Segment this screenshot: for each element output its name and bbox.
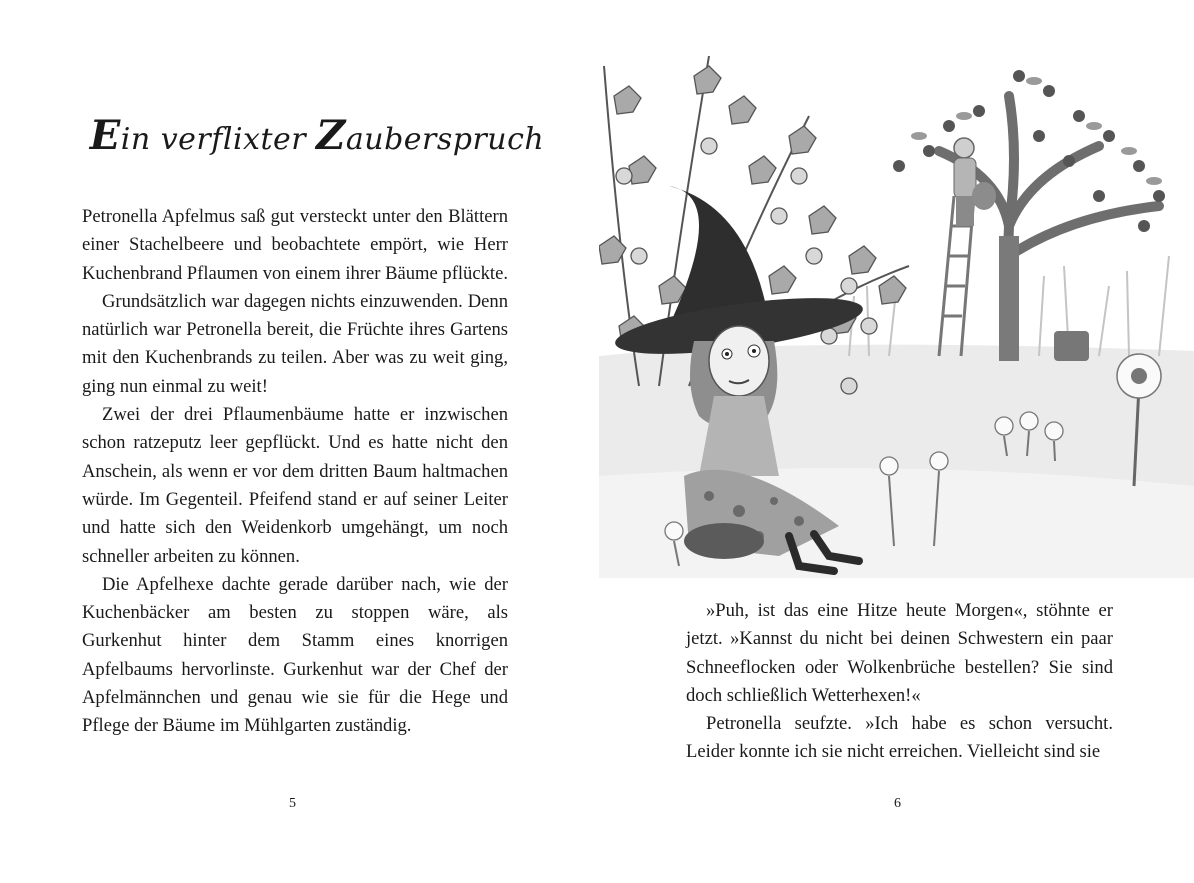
chapter-title xyxy=(82,112,552,159)
right-page xyxy=(597,0,1194,883)
plum-basket xyxy=(1054,331,1089,361)
paragraph: Petronella Apfelmus saß gut versteckt unter den Blättern einer Stachelbeere und beobachtete empört, wie Herr Kuchenbrand Pflaumen von einem ihrer Bäume pflückte. xyxy=(82,206,508,284)
paragraph: Zwei der drei Pflaumenbäume hatte er inzwischen schon ratzeputz leer gepflückt. Und es hatte nicht den Anschein, als wenn er vor dem dritten Baum haltmachen würde. Im Gegenteil. Pfeifend stand er auf seiner Leiter und hatte sich den Weidenkorb umgehängt, um noch schneller arbeiten zu können. xyxy=(82,404,508,567)
chapter-title-part-1: in verflixter xyxy=(120,122,317,157)
left-body-text xyxy=(82,203,508,741)
paragraph: Grundsätzlich war dagegen nichts einzuwenden. Denn natürlich war Petronella bereit, die Früchte ihres Gartens mit den Kuchenbrands zu teilen. Aber was zu weit ging, ging nun einmal zu weit! xyxy=(82,290,508,397)
paragraph: »Puh, ist das eine Hitze heute Morgen«, stöhnte er jetzt. »Kannst du nicht bei deinen Schwestern ein paar Schneeflocken oder Wolkenbrüche bestellen? Sie sind doch schließlich Wetterhexen!« xyxy=(686,600,1113,706)
chapter-title-part-2: auberspruch xyxy=(345,122,545,157)
page-number: 6 xyxy=(894,796,901,811)
paragraph: Die Apfelhexe dachte gerade darüber nach, wie der Kuchenbäcker am besten zu stoppen wäre, als Gurkenhut hinter dem Stamm eines knorrigen Apfelbaums hervorlinste. Gurkenhut war der Chef der Apfelmännchen und genau wie sie für die Hege und Pflege der Bäume im Mühlgarten zuständig. xyxy=(82,573,508,737)
right-body-text xyxy=(686,597,1113,767)
paragraph: Petronella seufzte. »Ich habe es schon versucht. Leider konnte ich sie nicht erreichen. Vielleicht sind sie xyxy=(686,713,1113,763)
page-number: 5 xyxy=(289,796,296,811)
chapter-title-initial-2: Z xyxy=(316,112,346,159)
chapter-title-initial-1: E xyxy=(89,112,121,159)
witch-garden-illustration xyxy=(599,56,1194,578)
